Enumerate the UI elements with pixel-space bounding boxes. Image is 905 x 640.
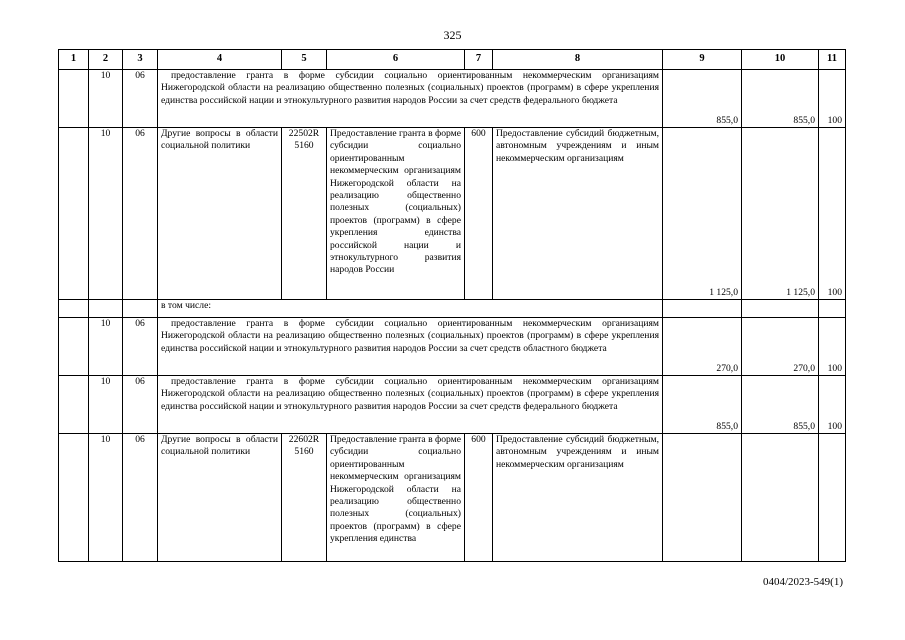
- actual-amount: 1 125,0: [742, 128, 819, 300]
- document-reference: 0404/2023-549(1): [762, 576, 843, 588]
- cell-empty: [663, 300, 742, 318]
- table-row: [59, 300, 846, 318]
- cell-empty: [819, 300, 846, 318]
- col-header-2: 2: [89, 50, 123, 70]
- expense-type-code: 600: [465, 434, 493, 562]
- cell-empty: [59, 318, 89, 376]
- plan-amount: 1 125,0: [663, 128, 742, 300]
- cell-empty: [59, 70, 89, 128]
- header-row: [59, 50, 846, 70]
- table-row: [59, 318, 846, 376]
- description-text: предоставление гранта в форме субсидии социально ориентированным некоммерческим организациям Нижегородской области на реализацию общественно полезных (социальных) проектов (программ) в сфере укрепления единства российской нации и этнокультурного развития народов России за счет средств федерального бюджета: [158, 376, 663, 434]
- budget-table: [58, 49, 846, 562]
- category-name: Другие вопросы в области социальной политики: [158, 128, 282, 300]
- percent-value: 100: [819, 376, 846, 434]
- col-header-6: 6: [327, 50, 465, 70]
- percent-value: 100: [819, 70, 846, 128]
- col-header-11: 11: [819, 50, 846, 70]
- subsection-code: 06: [123, 70, 158, 128]
- description-text: предоставление гранта в форме субсидии социально ориентированным некоммерческим организациям Нижегородской области на реализацию общественно полезных (социальных) проектов (программ) в сфере укрепления единства российской нации и этнокультурного развития народов России за счет средств областного бюджета: [158, 318, 663, 376]
- page-number: 325: [443, 28, 462, 42]
- expense-type-code: 600: [465, 128, 493, 300]
- category-name: Другие вопросы в области социальной политики: [158, 434, 282, 562]
- target-name: Предоставление гранта в форме субсидии социально ориентированным некоммерческим организациям Нижегородской области на реализацию общественно полезных (социальных) проектов (программ) в сфере укрепления единства: [327, 434, 465, 562]
- section-code: 10: [89, 318, 123, 376]
- plan-amount: 855,0: [663, 70, 742, 128]
- cell-empty: [89, 300, 123, 318]
- cell-empty: [819, 434, 846, 562]
- expense-type-name: Предоставление субсидий бюджетным, автономным учреждениям и иным некоммерческим организациям: [493, 434, 663, 562]
- cell-empty: [59, 128, 89, 300]
- cell-empty: [742, 434, 819, 562]
- col-header-4: 4: [158, 50, 282, 70]
- including-label: в том числе:: [158, 300, 663, 318]
- col-header-1: 1: [59, 50, 89, 70]
- col-header-8: 8: [493, 50, 663, 70]
- percent-value: 100: [819, 128, 846, 300]
- cell-empty: [59, 376, 89, 434]
- cell-empty: [123, 300, 158, 318]
- subsection-code: 06: [123, 318, 158, 376]
- actual-amount: 855,0: [742, 376, 819, 434]
- table-row: [59, 434, 846, 562]
- col-header-3: 3: [123, 50, 158, 70]
- plan-amount: 855,0: [663, 376, 742, 434]
- col-header-7: 7: [465, 50, 493, 70]
- section-code: 10: [89, 434, 123, 562]
- section-code: 10: [89, 376, 123, 434]
- actual-amount: 855,0: [742, 70, 819, 128]
- cell-empty: [59, 434, 89, 562]
- table-row: [59, 128, 846, 300]
- section-code: 10: [89, 128, 123, 300]
- subsection-code: 06: [123, 376, 158, 434]
- expense-type-name: Предоставление субсидий бюджетным, автономным учреждениям и иным некоммерческим организациям: [493, 128, 663, 300]
- percent-value: 100: [819, 318, 846, 376]
- plan-amount: 270,0: [663, 318, 742, 376]
- cell-empty: [742, 300, 819, 318]
- section-code: 10: [89, 70, 123, 128]
- cell-empty: [663, 434, 742, 562]
- actual-amount: 270,0: [742, 318, 819, 376]
- subsection-code: 06: [123, 128, 158, 300]
- col-header-10: 10: [742, 50, 819, 70]
- col-header-5: 5: [282, 50, 327, 70]
- cell-empty: [59, 300, 89, 318]
- subsection-code: 06: [123, 434, 158, 562]
- target-name: Предоставление гранта в форме субсидии социально ориентированным некоммерческим организациям Нижегородской области на реализацию общественно полезных (социальных) проектов (программ) в сфере укрепления единства российской нации и этнокультурного развития народов России: [327, 128, 465, 300]
- description-text: предоставление гранта в форме субсидии социально ориентированным некоммерческим организациям Нижегородской области на реализацию общественно полезных (социальных) проектов (программ) в сфере укрепления единства российской нации и этнокультурного развития народов России за счет средств федерального бюджета: [158, 70, 663, 128]
- target-code: 22602R 5160: [282, 434, 327, 562]
- table-row: [59, 70, 846, 128]
- target-code: 22502R 5160: [282, 128, 327, 300]
- table-row: [59, 376, 846, 434]
- col-header-9: 9: [663, 50, 742, 70]
